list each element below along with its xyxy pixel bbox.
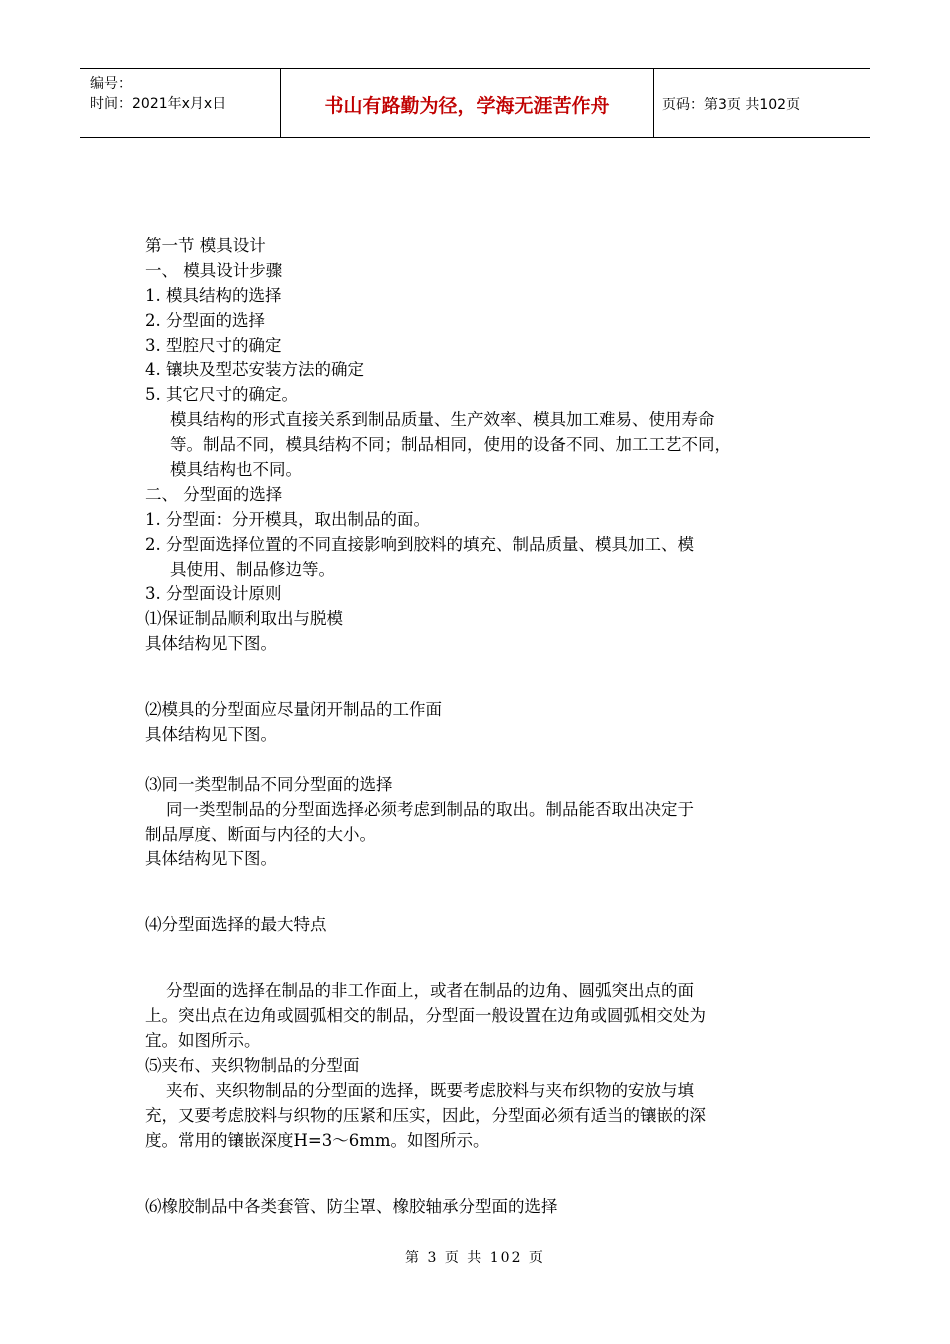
principle-title: ⑹橡胶制品中各类套管、防尘罩、橡胶轴承分型面的选择 [145, 1196, 558, 1216]
step-item: 1. 模具结构的选择 [145, 285, 282, 305]
principle-title: ⑸夹布、夹织物制品的分型面 [145, 1055, 360, 1075]
paragraph-line: 等。制品不同，模具结构不同；制品相同，使用的设备不同、加工工艺不同， [170, 435, 731, 455]
principle-title: ⑵模具的分型面应尽量闭开制品的工作面 [145, 700, 442, 720]
document-header [80, 68, 870, 138]
principle-title: ⑴保证制品顺利取出与脱模 [145, 609, 343, 629]
date-label: 时间：2021年x月x日 [90, 96, 227, 112]
principle-title: ⑶同一类型制品不同分型面的选择 [145, 774, 393, 794]
paragraph-line: 宜。如图所示。 [145, 1031, 261, 1051]
step-item: 3. 型腔尺寸的确定 [145, 335, 282, 355]
heading-parting-surface: 二、 分型面的选择 [145, 484, 283, 504]
paragraph-line: 上。突出点在边角或圆弧相交的制品，分型面一般设置在边角或圆弧相交处为 [145, 1006, 706, 1026]
principle-title: ⑷分型面选择的最大特点 [145, 915, 327, 935]
header-page-number: 页码：第3页 共102页 [662, 97, 801, 113]
paragraph-line: 模具结构的形式直接关系到制品质量、生产效率、模具加工难易、使用寿命 [170, 410, 715, 430]
figure-placeholder [145, 1154, 815, 1195]
paragraph-line: 制品厚度、断面与内径的大小。 [145, 824, 376, 844]
definition-item: 3. 分型面设计原则 [145, 584, 282, 604]
header-motto-cell [281, 69, 654, 137]
figure-note: 具体结构见下图。 [145, 634, 277, 654]
figure-placeholder [145, 657, 815, 698]
paragraph-line: 模具结构也不同。 [170, 460, 302, 480]
spacer [145, 938, 815, 979]
figure-note: 具体结构见下图。 [145, 725, 277, 745]
section-title: 第一节 模具设计 [145, 236, 266, 255]
figure-note: 具体结构见下图。 [145, 849, 277, 869]
paragraph-line: 夹布、夹织物制品的分型面的选择，既要考虑胶料与夹布织物的安放与填 [145, 1080, 694, 1100]
heading-design-steps: 一、 模具设计步骤 [145, 260, 283, 280]
paragraph-line: 充，又要考虑胶料与织物的压紧和压实，因此，分型面必须有适当的镶嵌的深 [145, 1105, 706, 1125]
step-item: 2. 分型面的选择 [145, 310, 265, 330]
figure-placeholder [145, 748, 815, 773]
header-meta-cell [80, 69, 281, 137]
paragraph-line: 度。常用的镶嵌深度H=3～6mm。如图所示。 [145, 1130, 490, 1150]
step-item: 4. 镶块及型芯安装方法的确定 [145, 360, 364, 380]
document-body [145, 234, 815, 1219]
header-motto: 书山有路勤为径，学海无涯苦作舟 [324, 95, 610, 117]
paragraph-line: 同一类型制品的分型面选择必须考虑到制品的取出。制品能否取出决定于 [145, 799, 694, 819]
step-item: 5. 其它尺寸的确定。 [145, 385, 298, 405]
definition-continuation: 具使用、制品修边等。 [170, 559, 335, 579]
definition-item: 1. 分型面：分开模具，取出制品的面。 [145, 509, 430, 529]
paragraph-line: 分型面的选择在制品的非工作面上，或者在制品的边角、圆弧突出点的面 [145, 981, 694, 1001]
serial-number-label: 编号： [90, 76, 132, 92]
definition-item: 2. 分型面选择位置的不同直接影响到胶料的填充、制品质量、模具加工、模 [145, 534, 694, 554]
page-footer: 第 3 页 共 102 页 [405, 1250, 545, 1266]
figure-placeholder [145, 872, 815, 913]
header-page-cell [654, 69, 870, 137]
